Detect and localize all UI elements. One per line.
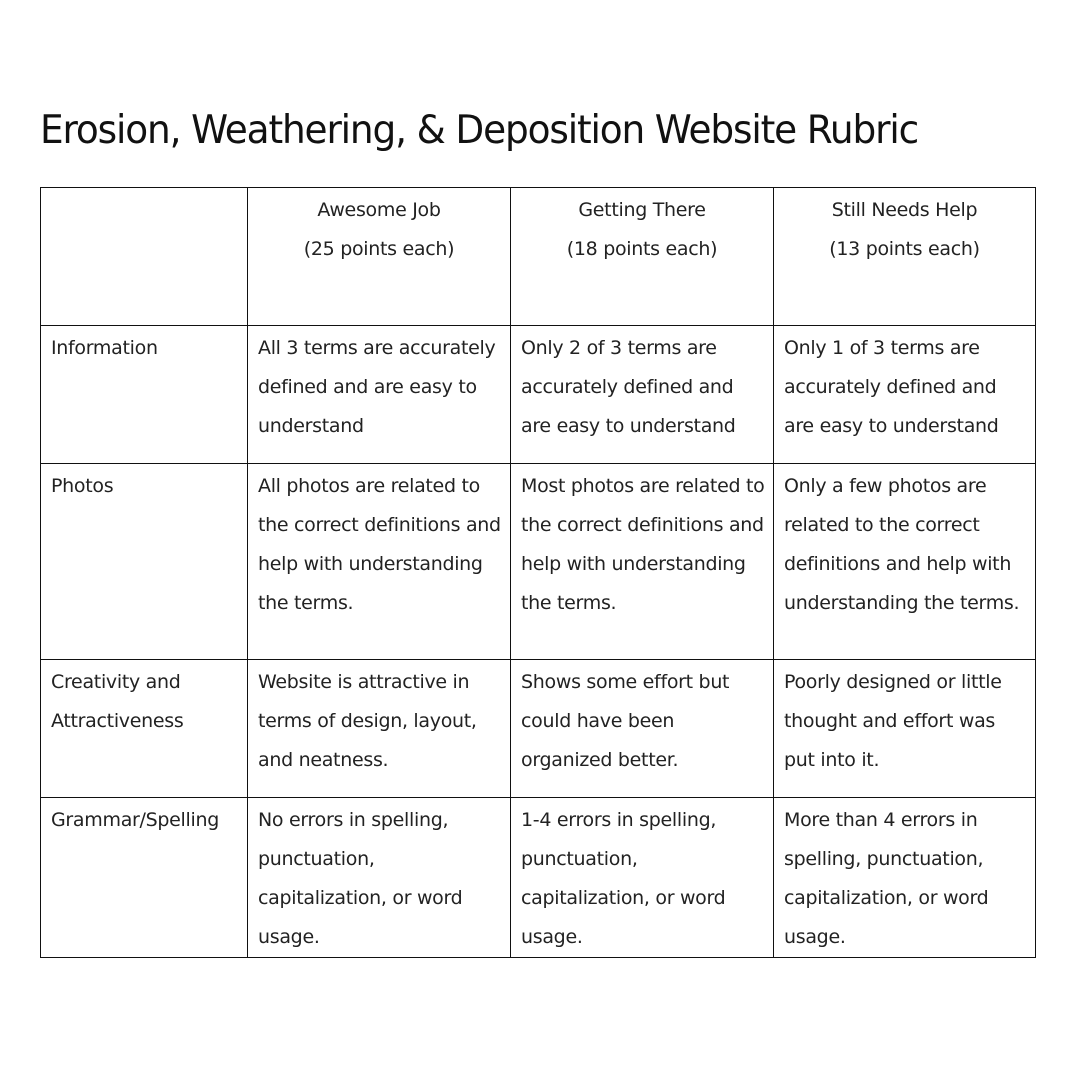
level-header-getting-there: [511, 188, 774, 326]
level-name: Getting There: [578, 199, 706, 221]
rubric-cell: No errors in spelling, punctuation, capitalization, or word usage.: [248, 798, 511, 958]
rubric-cell: Shows some effort but could have been organized better.: [511, 660, 774, 798]
level-points: (25 points each): [303, 238, 455, 260]
criterion-row-information: [41, 326, 1036, 464]
rubric-table: [40, 187, 1036, 958]
rubric-cell: 1-4 errors in spelling, punctuation, capitalization, or word usage.: [511, 798, 774, 958]
rubric-cell: Only a few photos are related to the correct definitions and help with understanding the terms.: [774, 464, 1036, 660]
rubric-title: Erosion, Weathering, & Deposition Website Rubric: [40, 108, 919, 153]
criterion-row-grammar: [41, 798, 1036, 958]
criterion-label: Grammar/Spelling: [41, 798, 248, 958]
rubric-cell: More than 4 errors in spelling, punctuation, capitalization, or word usage.: [774, 798, 1036, 958]
level-header-awesome: [248, 188, 511, 326]
rubric-cell: Only 2 of 3 terms are accurately defined and are easy to understand: [511, 326, 774, 464]
criterion-row-photos: [41, 464, 1036, 660]
corner-cell: [41, 188, 248, 326]
level-header-needs-help: [774, 188, 1036, 326]
criterion-row-creativity: [41, 660, 1036, 798]
rubric-cell: Most photos are related to the correct definitions and help with understanding the terms.: [511, 464, 774, 660]
level-name: Still Needs Help: [831, 199, 978, 221]
rubric-cell: All photos are related to the correct definitions and help with understanding the terms.: [248, 464, 511, 660]
criterion-label: Photos: [41, 464, 248, 660]
criterion-label: Information: [41, 326, 248, 464]
rubric-cell: Poorly designed or little thought and effort was put into it.: [774, 660, 1036, 798]
rubric-cell: All 3 terms are accurately defined and are easy to understand: [248, 326, 511, 464]
rubric-cell: Website is attractive in terms of design, layout, and neatness.: [248, 660, 511, 798]
level-points: (13 points each): [829, 238, 980, 260]
criterion-label: Creativity and Attractiveness: [41, 660, 248, 798]
header-row: [41, 188, 1036, 326]
level-name: Awesome Job: [317, 199, 441, 221]
level-points: (18 points each): [566, 238, 718, 260]
rubric-cell: Only 1 of 3 terms are accurately defined and are easy to understand: [774, 326, 1036, 464]
